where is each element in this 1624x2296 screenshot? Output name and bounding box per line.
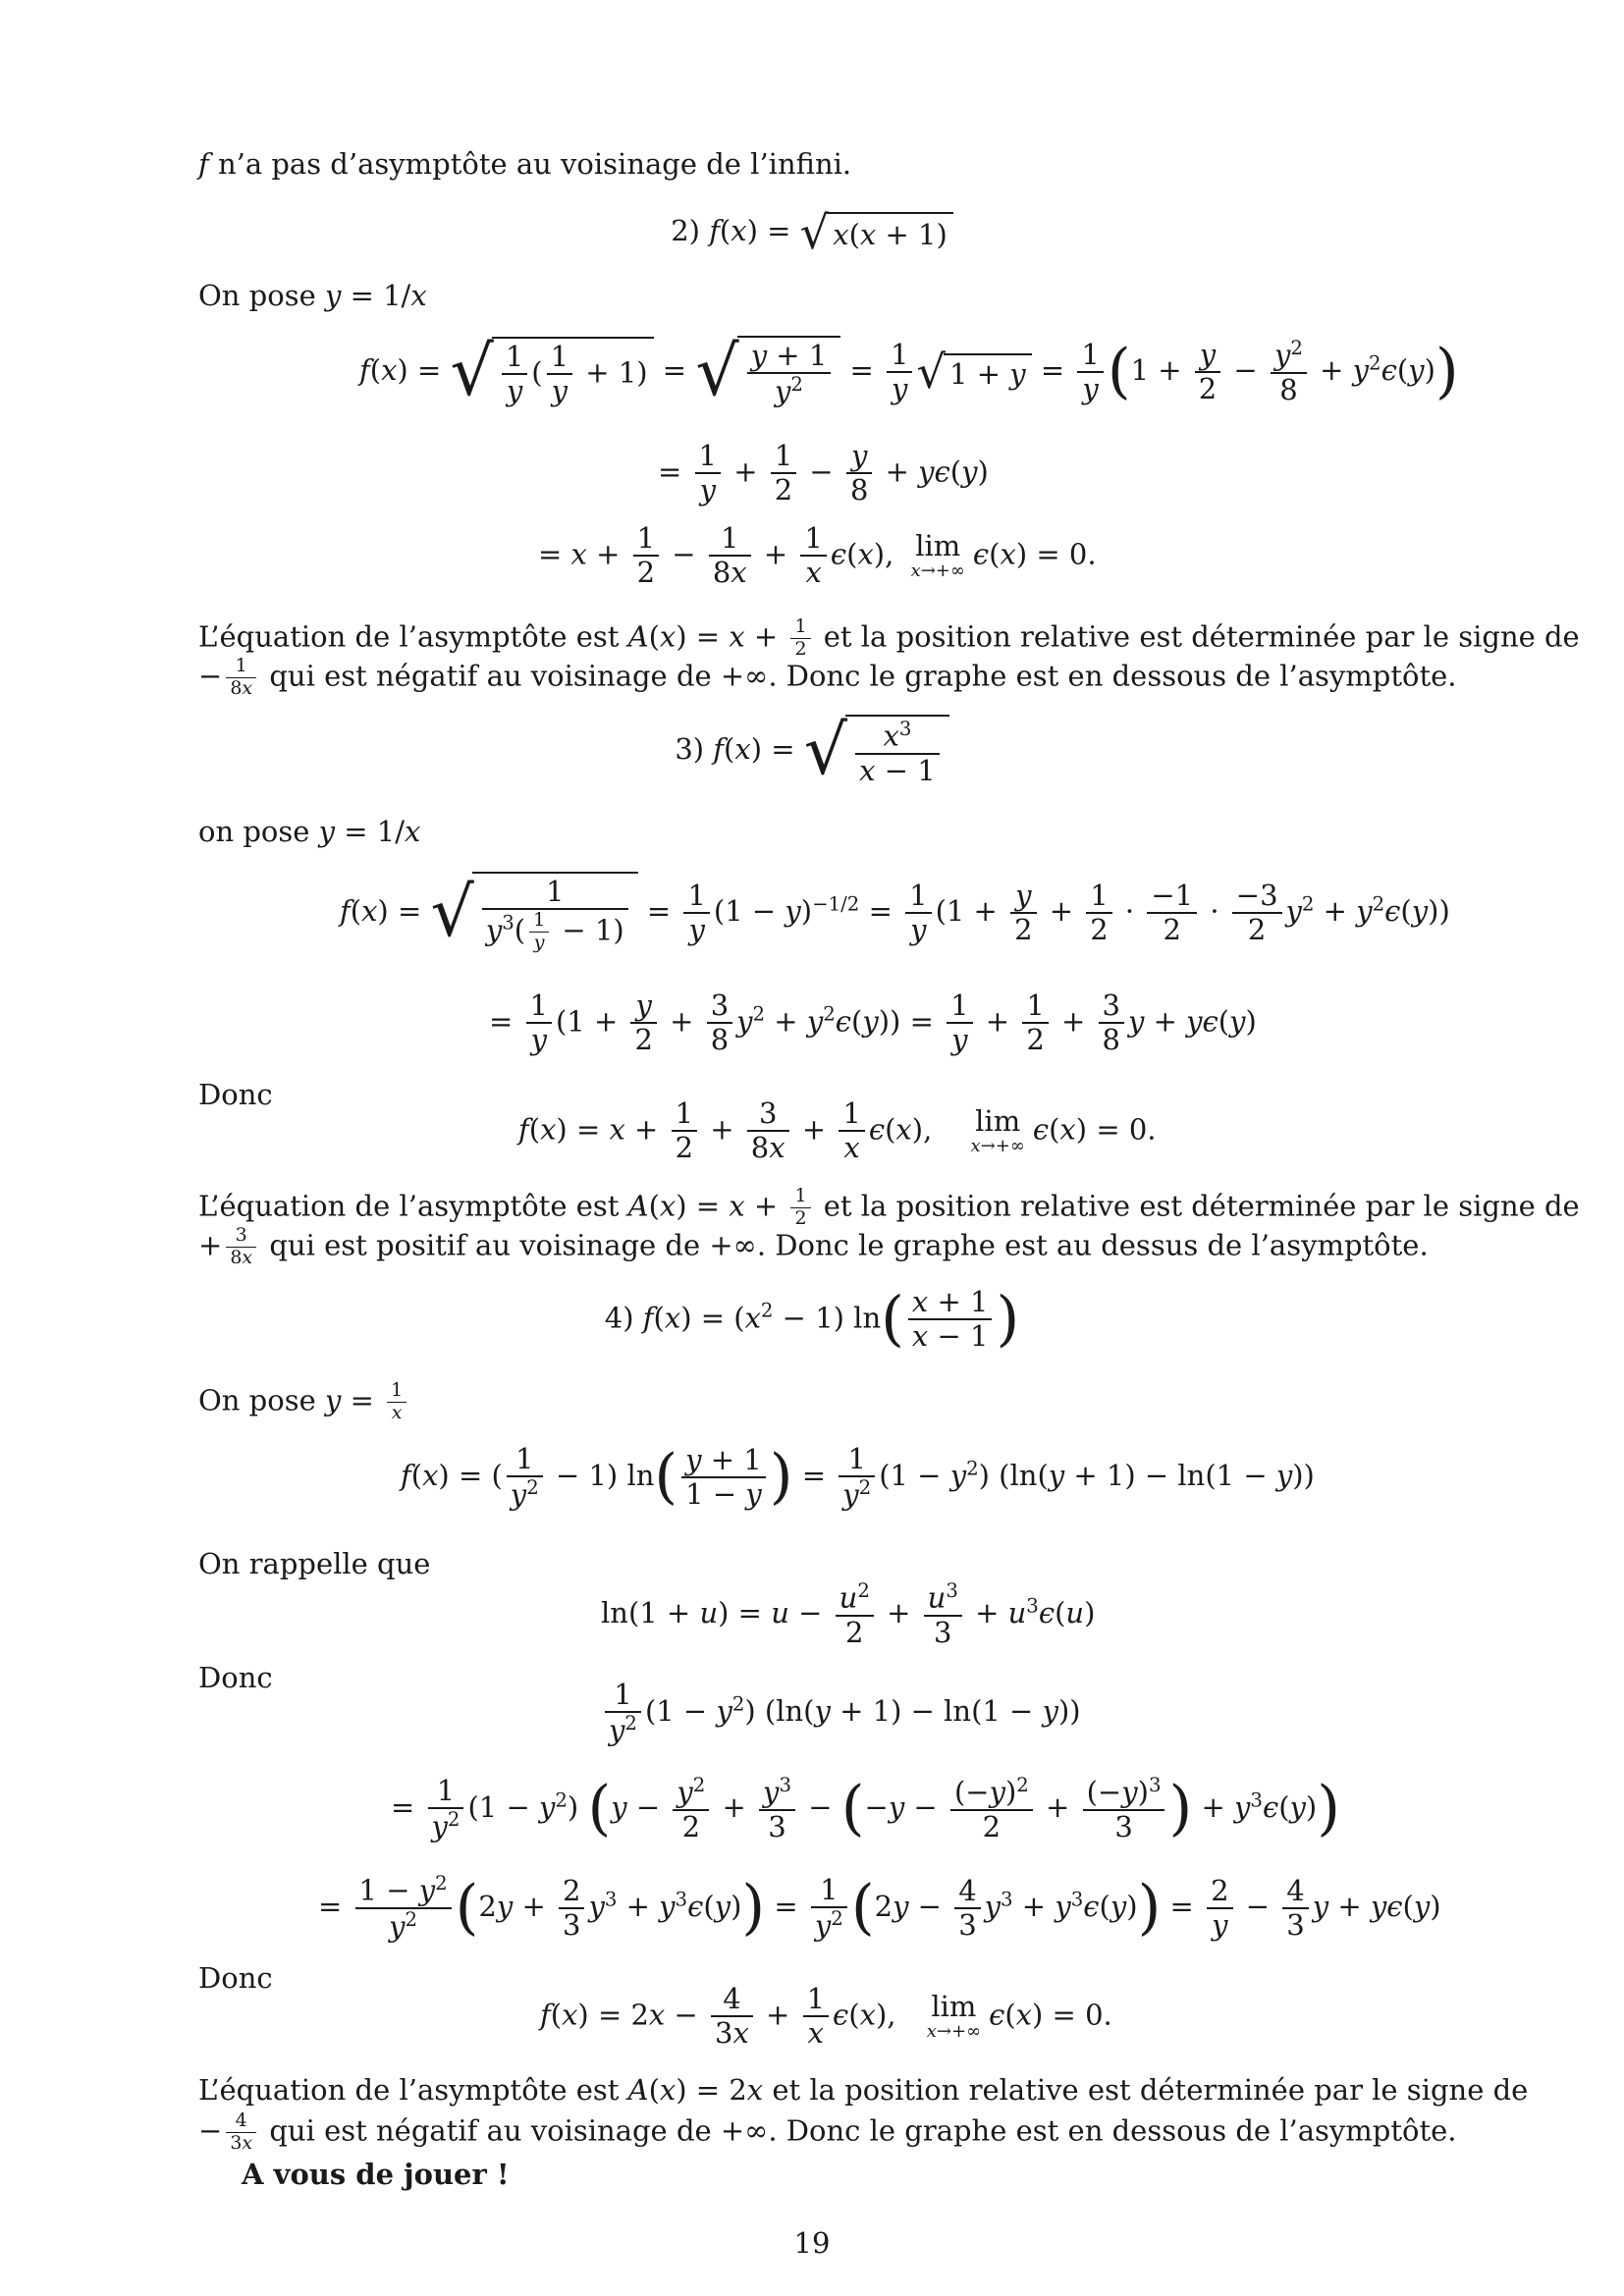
pose-y-4: On pose y = $\frac{1}{x}$ [198, 1380, 410, 1424]
equation-2-line-3: = x + $\frac{1}{2}$ − $\frac{1}{8x}$ + $\frac{1}{x}$ ϵ(x), lim x→+∞ ϵ(x) = 0. [538, 521, 1097, 590]
taylor-ln: ln(1 + u) = u − $\frac{u^2}{2}$ + $\frac{u^3}{3}$ + $u^3\epsilon(u)$ [601, 1579, 1096, 1649]
asymptote-4-line-1: L’équation de l’asymptôte est A(x) = 2x et la position relative est déterminée par le signe de [198, 2073, 1529, 2107]
rappel-text: On rappelle que [198, 1547, 431, 1580]
case-2-heading: 2) f(x) = √ x(x + 1) [0, 210, 1624, 255]
asymptote-2-line-2: − $\frac{1}{8x}$ qui est négatif au voisinage de +∞. Donc le graphe est en dessous de l’asymptôte. [198, 655, 1457, 699]
equation-3-line-2: = $\frac{1}{y}$ (1 + $\frac{y}{2}$ + $\frac{3}{8}$ $y^2 + y^2\epsilon(y)$) = $\frac{1}{y}$ + $\frac{1}{2}$ + $\frac{3}{8}$ y + yϵ(y) [489, 988, 1257, 1057]
donc-3: Donc [198, 1078, 273, 1111]
equation-2-line-1: f(x) = √ $\frac{1}{y}$ ( $\frac{1}{y}$ + 1) = √ $\frac{y + 1}{y^2}$ = $\frac{1}{y}$ √ 1 + y = $\frac{1}{y}$ (1 + $\frac{y}{2}$ − $\frac{y^2}{8}$ + $y^2\epsilon(y)$) [359, 332, 1459, 412]
donc-4a: Donc [198, 1661, 273, 1694]
equation-3-line-3: f(x) = x + $\frac{1}{2}$ + $\frac{3}{8x}$ + $\frac{1}{x}$ ϵ(x), lim x→+∞ ϵ(x) = 0. [518, 1096, 1157, 1165]
pose-y-3: on pose y = 1/x [198, 815, 421, 848]
equation-4-line-3: = $\frac{1}{y^2}$ $(1 - y^2)$ (y − $\frac{y^2}{2}$ + $\frac{y^3}{3}$ − (−y − $\frac{(-y)^2}{2}$ + $\frac{(-y)^3}{3}$ ) + $y^3\epsilon(y)$) [391, 1773, 1340, 1843]
equation-4-line-2: $\frac{1}{y^2}$ $(1 - y^2)$ (ln(y + 1) − ln(1 − y)) [601, 1679, 1081, 1747]
equation-2-line-2: = $\frac{1}{y}$ + $\frac{1}{2}$ − $\frac{y}{8}$ + yϵ(y) [658, 439, 989, 507]
asymptote-3-line-2: + $\frac{3}{8x}$ qui est positif au voisinage de +∞. Donc le graphe est au dessus de l’asymptôte. [198, 1224, 1429, 1268]
case-3-heading: 3) f(x) = √ $\frac{x^3}{x - 1}$ [0, 715, 1624, 787]
equation-4-line-1: f(x) = ( $\frac{1}{y^2}$ − 1) ln( $\frac{y + 1}{1 - y}$ ) = $\frac{1}{y^2}$ $(1 - y^2)$ (ln(y + 1) − ln(1 − y)) [401, 1441, 1315, 1512]
pose-y-2: On pose y = 1/x [198, 279, 427, 312]
asymptote-3-line-1: L’équation de l’asymptôte est A(x) = x + $\frac{1}{2}$ et la position relative est déterminée par le signe de [198, 1185, 1580, 1229]
equation-4-line-5: f(x) = 2x − $\frac{4}{3x}$ + $\frac{1}{x}$ ϵ(x), lim x→+∞ ϵ(x) = 0. [540, 1982, 1112, 2051]
case-4-heading: 4) $f(x) = (x^2 - 1)$ ln( $\frac{x + 1}{x - 1}$ ) [604, 1283, 1020, 1354]
equation-4-line-4: = $\frac{1 - y^2}{y^2}$ (2y + $\frac{2}{3}$ $y^3 + y^3\epsilon(y)$) = $\frac{1}{y^2}$ (2y − $\frac{4}{3}$ $y^3 + y^3\epsilon(y)$) = $\frac{2}{y}$ − $\frac{4}{3}$ y + yϵ(y) [318, 1872, 1441, 1944]
asymptote-2-line-1: L’équation de l’asymptôte est A(x) = x + $\frac{1}{2}$ et la position relative est déterminée par le signe de [198, 615, 1580, 660]
equation-3-line-1: f(x) = √ 1 $y^3$( $\frac{1}{y}$ − 1) = $\frac{1}{y}$ $(1 - y)^{-1/2}$ = $\frac{1}{y}$ (1 + $\frac{y}{2}$ + $\frac{1}{2}$ · $\frac{-1}{2}$ · $\frac{-3}{2}$ $y^2 + y^2\epsilon(y)$) [340, 873, 1450, 954]
asymptote-4-line-2: − $\frac{4}{3x}$ qui est négatif au voisinage de +∞. Donc le graphe est en dessous de l’asymptôte. [198, 2109, 1457, 2154]
no-asymptote-sentence: f n’a pas d’asymptôte au voisinage de l’infini. [198, 147, 852, 181]
donc-4b: Donc [198, 1961, 273, 1995]
page-number: 19 [793, 2226, 831, 2260]
a-vous-de-jouer: A vous de jouer ! [242, 2158, 510, 2191]
